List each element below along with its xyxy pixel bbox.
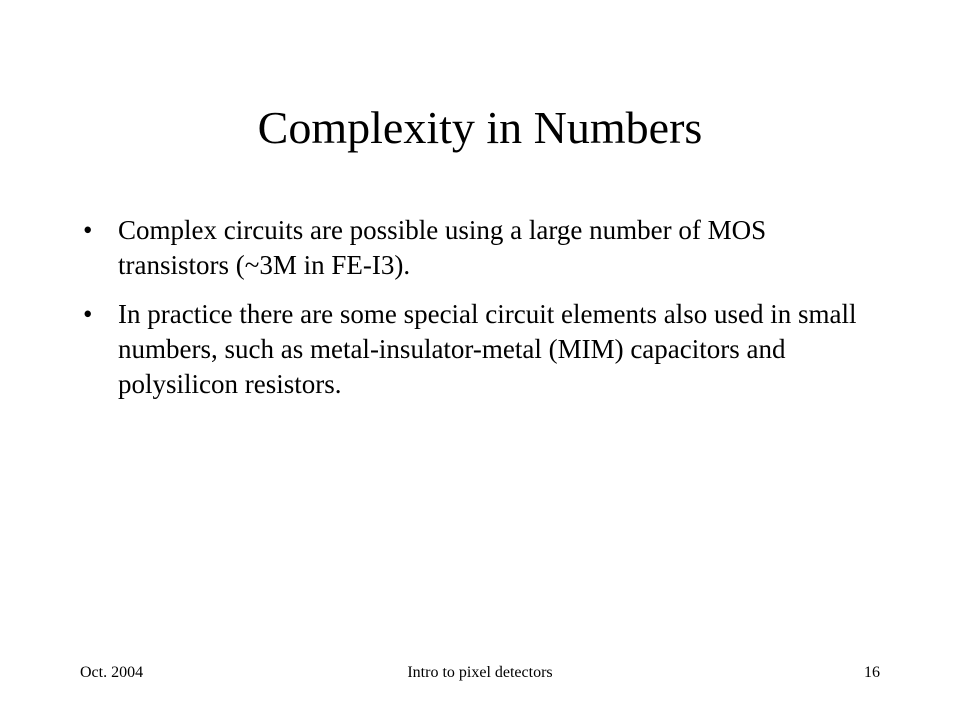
slide-title: Complexity in Numbers [257, 102, 703, 153]
footer-date: Oct. 2004 [80, 664, 144, 681]
bullet-item [80, 213, 880, 283]
bullet-text: Complex circuits are possible using a large number of MOS transistors (~3M in FE-I3). [118, 215, 767, 280]
bullet-item [80, 297, 880, 402]
footer-page-number: 16 [864, 664, 880, 681]
bullet-marker: • [83, 299, 93, 329]
footer-title: Intro to pixel detectors [407, 664, 553, 681]
bullet-marker: • [83, 215, 93, 245]
bullet-text: In practice there are some special circuit elements also used in small numbers, such as metal-insulator-metal (MIM) capacitors and polysilicon resistors. [118, 299, 857, 399]
bullet-list [80, 213, 880, 416]
